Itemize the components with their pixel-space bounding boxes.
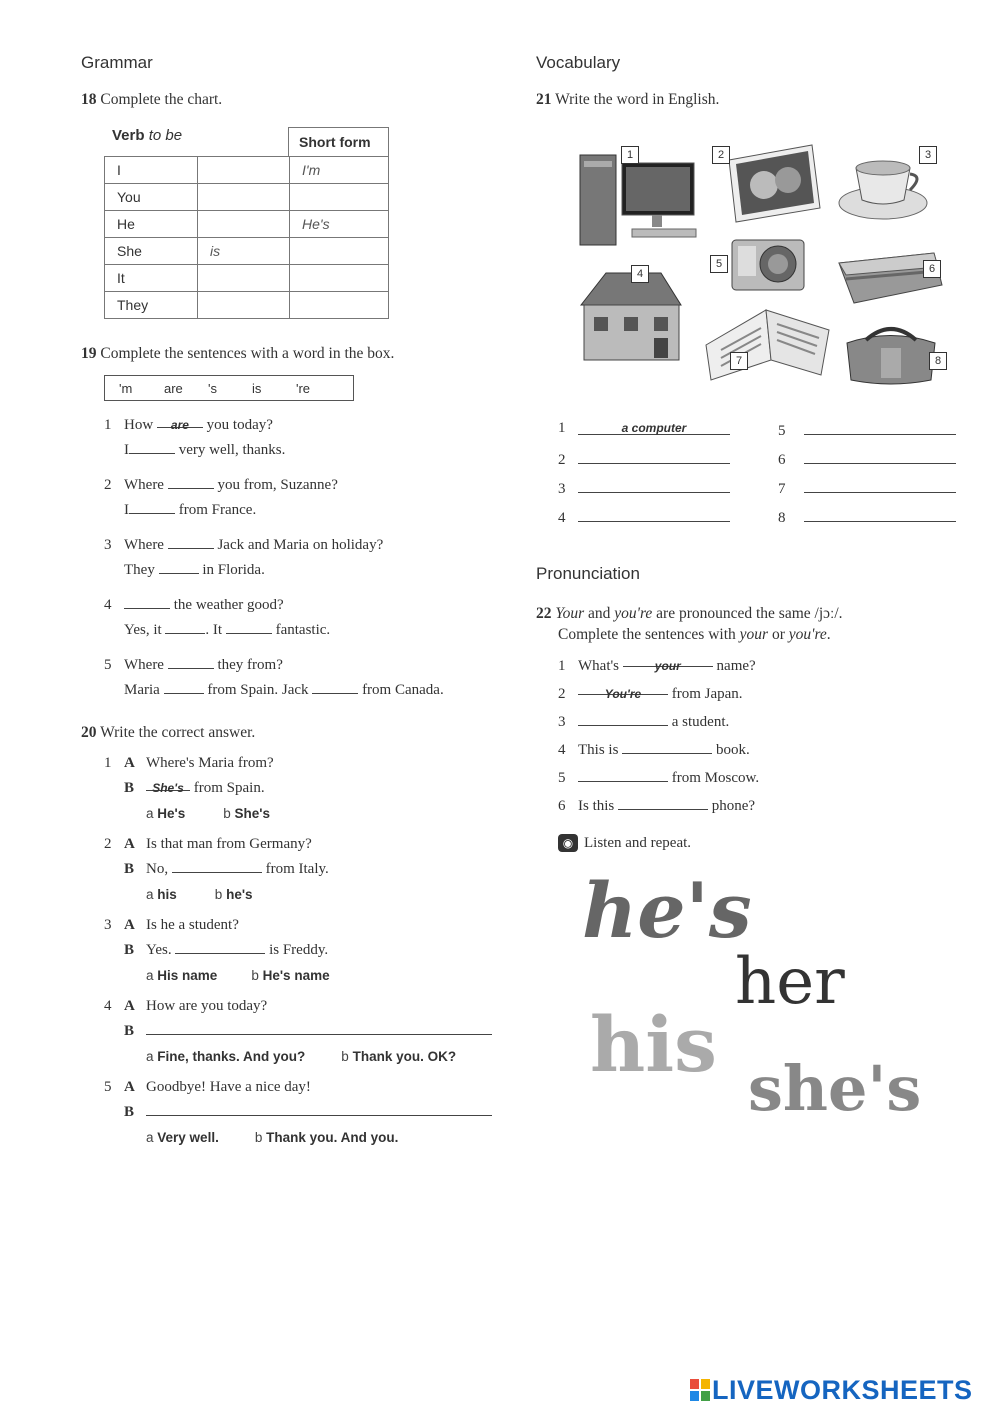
text: What's	[578, 658, 620, 674]
chart-pronoun: She	[105, 238, 198, 265]
exercise-19-items	[104, 413, 504, 713]
chart-row	[105, 211, 389, 238]
answer-blank[interactable]	[129, 499, 175, 514]
answer-blank[interactable]	[175, 939, 265, 954]
vocabulary-pictures	[576, 140, 956, 390]
text: Is that man from Germany?	[146, 836, 312, 852]
chart-row	[105, 157, 389, 184]
answer-blank[interactable]	[226, 619, 272, 634]
picture-number-box: 2	[712, 146, 730, 164]
option-letter: b	[223, 806, 231, 821]
dialogue-item	[104, 832, 504, 907]
answer-blank[interactable]	[804, 507, 956, 522]
chart-verb-cell[interactable]	[198, 211, 290, 238]
sentence-item	[104, 593, 504, 643]
item-number: 5	[104, 657, 112, 673]
answer-blank[interactable]	[168, 474, 214, 489]
answer-blank[interactable]	[124, 594, 170, 609]
speaker-b: B	[124, 780, 135, 796]
chart-pronoun: He	[105, 211, 198, 238]
listen-and-repeat: ◉ Listen and repeat.	[558, 834, 691, 852]
text: . It	[205, 622, 223, 638]
vocabulary-heading: Vocabulary	[536, 53, 621, 72]
text: book.	[715, 742, 750, 758]
sentence-item	[104, 653, 504, 703]
item-number: 3	[558, 481, 566, 497]
headphones-icon[interactable]: ◉	[558, 834, 578, 852]
pronunciation-item	[558, 736, 958, 764]
answer-blank[interactable]	[804, 420, 956, 435]
computer-picture	[576, 145, 706, 250]
word-his: his	[590, 1000, 717, 1089]
box-word: is	[252, 381, 262, 396]
chart-header-short: Short form	[288, 127, 389, 156]
option-letter: b	[214, 887, 223, 902]
dialogue-item	[104, 751, 504, 826]
exercise-number: 18	[81, 91, 97, 108]
chart-row	[105, 238, 389, 265]
chart-pronoun: You	[105, 184, 198, 211]
answer-blank[interactable]	[578, 478, 730, 493]
text: Where	[124, 657, 164, 673]
exercise-20-title: 20 Write the correct answer.	[81, 724, 256, 741]
vocabulary-line	[558, 449, 730, 469]
speaker-a: A	[124, 998, 135, 1014]
text: is Freddy.	[269, 942, 329, 958]
chart-pronoun: They	[105, 292, 198, 319]
item-number: 1	[104, 417, 112, 433]
option-letter: a	[146, 806, 154, 821]
option-b[interactable]: She's	[234, 806, 271, 821]
text: from Spain.	[193, 780, 265, 796]
item-number: 4	[558, 510, 566, 526]
picture-number-box: 5	[710, 255, 728, 273]
picture-number-box: 8	[929, 352, 947, 370]
option-b[interactable]: he's	[226, 887, 253, 902]
text: in Florida.	[202, 562, 265, 578]
chart-short-cell[interactable]	[290, 238, 389, 265]
text: Where	[124, 477, 164, 493]
option-a[interactable]: He's	[157, 806, 186, 821]
option-letter: a	[146, 887, 154, 902]
photo-picture	[724, 140, 824, 225]
option-a[interactable]: His name	[157, 968, 218, 983]
answer-blank[interactable]	[578, 680, 668, 701]
answer-blank[interactable]	[172, 858, 262, 873]
answer-blank[interactable]	[165, 619, 205, 634]
pronunciation-item	[558, 680, 958, 708]
box-word: are	[164, 381, 183, 396]
sentence-item	[104, 473, 504, 523]
item-number: 8	[778, 510, 786, 526]
chart-short-cell[interactable]: I'm	[290, 157, 389, 184]
text: They	[124, 562, 155, 578]
picture-number-box: 3	[919, 146, 937, 164]
option-a[interactable]: Very well.	[157, 1130, 219, 1145]
text: I	[124, 502, 129, 518]
text: a student.	[671, 714, 730, 730]
text: phone?	[711, 798, 756, 814]
answer-text: your	[654, 659, 681, 673]
item-number: 1	[558, 420, 566, 436]
answer-blank[interactable]	[146, 1020, 492, 1035]
exercise-20-items	[104, 751, 504, 1156]
item-number: 4	[104, 998, 112, 1014]
answer-blank[interactable]	[578, 767, 668, 782]
item-number: 3	[104, 917, 112, 933]
item-number: 4	[558, 742, 566, 758]
text: from Japan.	[671, 686, 743, 702]
camera-picture	[726, 232, 811, 297]
answer-blank[interactable]	[157, 413, 203, 432]
box-word: 'm	[119, 381, 133, 396]
text: from Moscow.	[671, 770, 760, 786]
chart-short-cell[interactable]	[290, 265, 389, 292]
chart-pronoun: I	[105, 157, 198, 184]
text: from France.	[178, 502, 257, 518]
speaker-b: B	[124, 942, 135, 958]
text: fantastic.	[275, 622, 331, 638]
text: No,	[146, 861, 169, 877]
pronunciation-item	[558, 652, 958, 680]
chart-row	[105, 265, 389, 292]
answer-text: a computer	[621, 421, 687, 435]
text: Is this	[578, 798, 615, 814]
text: Where	[124, 537, 164, 553]
answer-blank[interactable]	[168, 534, 214, 549]
option-a[interactable]: his	[157, 887, 177, 902]
answer-blank[interactable]	[578, 449, 730, 464]
pronunciation-item	[558, 708, 958, 736]
text: they from?	[217, 657, 283, 673]
answer-blank[interactable]	[578, 507, 730, 522]
item-number: 2	[104, 836, 112, 852]
answer-blank[interactable]	[578, 711, 668, 726]
speaker-a: A	[124, 1079, 135, 1095]
option-a[interactable]: Fine, thanks. And you?	[157, 1049, 306, 1064]
item-number: 5	[778, 423, 786, 439]
answer-blank[interactable]	[146, 776, 190, 795]
bag-picture	[841, 318, 941, 388]
text: from Canada.	[362, 682, 444, 698]
answer-blank[interactable]	[623, 652, 713, 673]
answer-blank[interactable]	[804, 478, 956, 493]
text: Where's Maria from?	[146, 755, 274, 771]
text: I	[124, 442, 129, 458]
text: How are you today?	[146, 998, 268, 1014]
dialogue-item	[104, 1075, 504, 1150]
item-number: 4	[104, 597, 112, 613]
item-number: 6	[778, 452, 786, 468]
item-number: 6	[558, 798, 566, 814]
speaker-b: B	[124, 861, 135, 877]
text: Yes, it	[124, 622, 162, 638]
speaker-a: A	[124, 755, 135, 771]
word-hes: he's	[582, 866, 752, 955]
item-number: 3	[558, 714, 566, 730]
answer-blank[interactable]	[146, 1101, 492, 1116]
answer-blank[interactable]	[804, 449, 956, 464]
item-number: 5	[558, 770, 566, 786]
speaker-b: B	[124, 1104, 135, 1120]
picture-number-box: 1	[621, 146, 639, 164]
chart-header-verb: Verb to be	[112, 127, 183, 144]
item-number: 2	[558, 686, 566, 702]
answer-text: You're	[604, 687, 642, 701]
vocabulary-line	[558, 507, 730, 527]
liveworksheets-logo[interactable]	[690, 1375, 973, 1405]
text: Goodbye! Have a nice day!	[146, 1079, 311, 1095]
answer-blank[interactable]	[622, 739, 712, 754]
text: you from, Suzanne?	[217, 477, 338, 493]
text: Is he a student?	[146, 917, 239, 933]
chart-row	[105, 184, 389, 211]
text: This is	[578, 742, 619, 758]
option-b[interactable]: Thank you. And you.	[266, 1130, 399, 1145]
item-number: 2	[558, 452, 566, 468]
answer-blank[interactable]	[578, 420, 730, 435]
item-number: 5	[104, 1079, 112, 1095]
pronunciation-item	[558, 792, 958, 820]
item-number: 3	[104, 537, 112, 553]
speaker-a: A	[124, 836, 135, 852]
text: name?	[716, 658, 756, 674]
answer-blank[interactable]	[168, 654, 214, 669]
vocabulary-line	[778, 420, 956, 440]
word-her: her	[735, 945, 845, 1019]
answer-text: are	[170, 418, 189, 432]
brand-text: LIVEWORKSHEETS	[712, 1374, 973, 1405]
text: Maria	[124, 682, 160, 698]
option-letter: b	[251, 968, 259, 983]
picture-number-box: 4	[631, 265, 649, 283]
exercise-22-title: 22 Your and you're are pronounced the same /jɔː/. Complete the sentences with your or you're.	[536, 605, 843, 643]
chart-short-cell[interactable]	[290, 292, 389, 319]
chart-verb-cell[interactable]	[198, 157, 290, 184]
answer-blank[interactable]	[618, 795, 708, 810]
vocabulary-line	[558, 478, 730, 498]
grammar-heading: Grammar	[81, 53, 153, 72]
dialogue-item	[104, 994, 504, 1069]
exercise-21-title: 21 Write the word in English.	[536, 91, 720, 108]
pronunciation-heading: Pronunciation	[536, 564, 640, 583]
chart-short-cell[interactable]: He's	[290, 211, 389, 238]
answer-blank[interactable]	[164, 679, 204, 694]
chart-verb-cell[interactable]: is	[198, 238, 290, 265]
answer-blank[interactable]	[159, 559, 199, 574]
answer-blank[interactable]	[129, 439, 175, 454]
text: How	[124, 417, 154, 433]
text: you today?	[206, 417, 273, 433]
text: from Italy.	[265, 861, 329, 877]
sentence-item	[104, 413, 504, 463]
speaker-a: A	[124, 917, 135, 933]
speaker-b: B	[124, 1023, 135, 1039]
liveworksheets-icon	[690, 1379, 710, 1401]
chart-verb-cell[interactable]	[198, 265, 290, 292]
text: Yes.	[146, 942, 172, 958]
dialogue-item	[104, 913, 504, 988]
exercise-instruction: Complete the chart.	[100, 91, 223, 108]
option-b[interactable]: He's name	[262, 968, 330, 983]
item-number: 2	[104, 477, 112, 493]
chart-verb-cell[interactable]	[198, 292, 290, 319]
text: very well, thanks.	[178, 442, 286, 458]
exercise-19-title: 19 Complete the sentences with a word in the box.	[81, 345, 395, 362]
chart-pronoun: It	[105, 265, 198, 292]
text: from Spain. Jack	[207, 682, 309, 698]
option-b[interactable]: Thank you. OK?	[352, 1049, 457, 1064]
box-word: 's	[208, 381, 217, 396]
verb-chart	[104, 156, 389, 319]
word-shes: she's	[748, 1052, 922, 1125]
vocabulary-line	[558, 420, 730, 437]
option-letter: b	[254, 1130, 263, 1145]
item-number: 7	[778, 481, 786, 497]
option-letter: b	[341, 1049, 349, 1064]
sentence-item	[104, 533, 504, 583]
exercise-22-items	[558, 652, 958, 820]
answer-text: She's	[152, 781, 184, 795]
text: the weather good?	[173, 597, 284, 613]
picture-number-box: 7	[730, 352, 748, 370]
chart-row	[105, 292, 389, 319]
option-letter: a	[146, 1049, 154, 1064]
text: Jack and Maria on holiday?	[217, 537, 384, 553]
item-number: 1	[104, 755, 112, 771]
chart-short-cell[interactable]	[290, 184, 389, 211]
answer-blank[interactable]	[312, 679, 358, 694]
picture-number-box: 6	[923, 260, 941, 278]
option-letter: a	[146, 1130, 154, 1145]
book-picture	[701, 300, 836, 385]
pronunciation-item	[558, 764, 958, 792]
box-word: 're	[296, 381, 311, 396]
exercise-18-title	[81, 91, 222, 109]
chart-verb-cell[interactable]	[198, 184, 290, 211]
item-number: 1	[558, 658, 566, 674]
vocabulary-line	[778, 507, 956, 527]
vocabulary-line	[778, 449, 956, 469]
option-letter: a	[146, 968, 154, 983]
vocabulary-line	[778, 478, 956, 498]
word-box	[104, 375, 354, 401]
